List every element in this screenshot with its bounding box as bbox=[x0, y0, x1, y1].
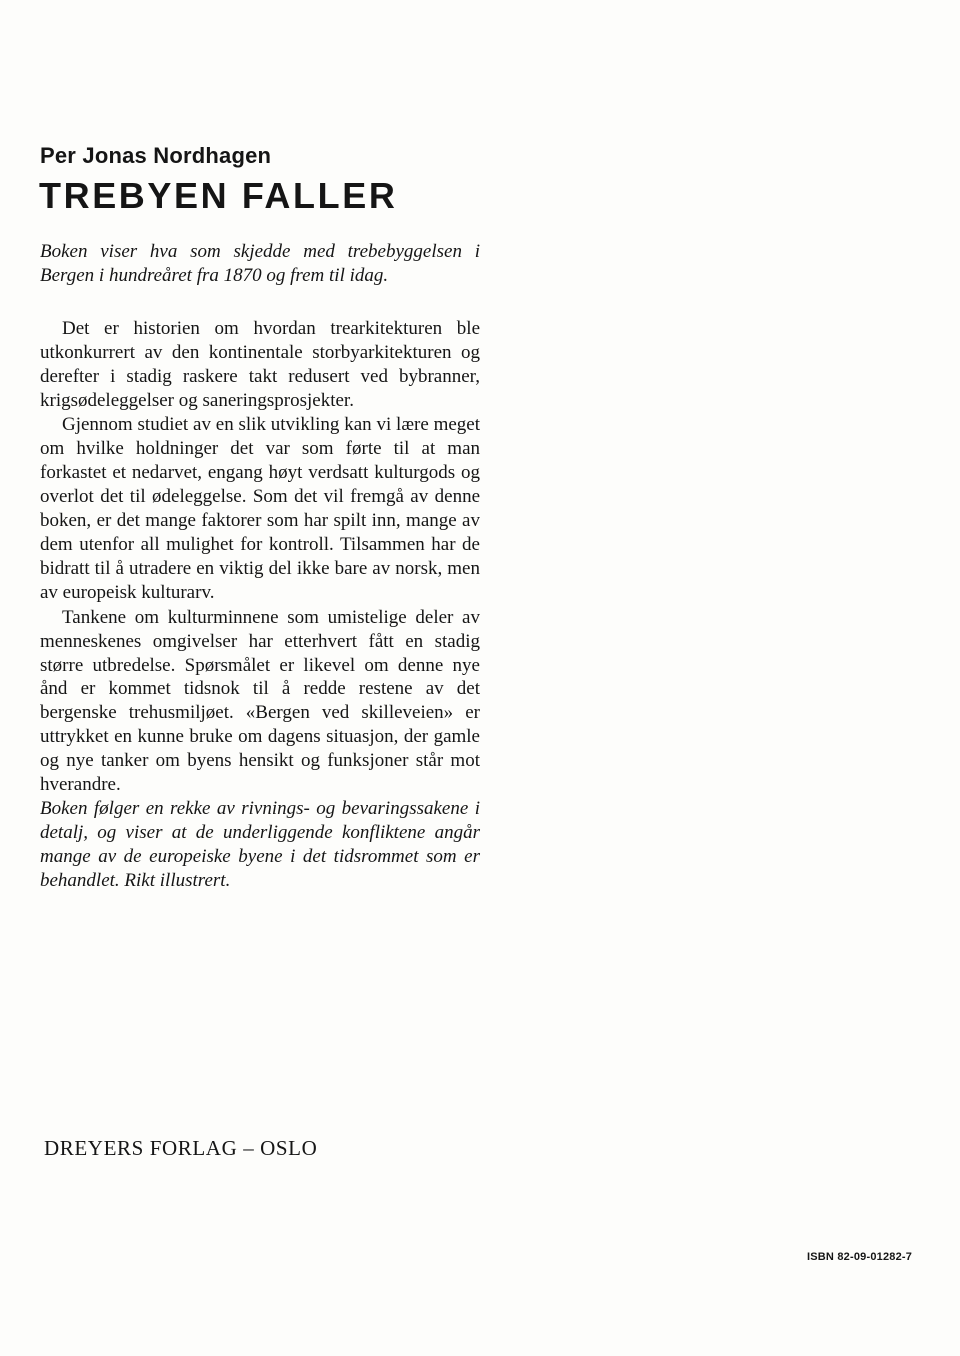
lead-paragraph: Boken viser hva som skjedde med trebebyggelsen i Bergen i hundreåret fra 1870 og frem til idag. bbox=[40, 241, 480, 286]
body-paragraph: Gjennom studiet av en slik utvikling kan vi lære meget om hvilke holdninger det var som førte til at man forkastet et nedarvet, engang høyt verdsatt kulturgods og overlot det til ødeleggelse. Som det vil fremgå av denne boken, er det mange faktorer som har spilt inn, mange av dem utenfor all mulighet for kontroll. Tilsammen har de bidratt til å utradere en viktig del ikke bare av norsk, men av europeisk kulturarv. bbox=[40, 414, 480, 603]
body-paragraph: Det er historien om hvordan trearkitekturen ble utkonkurrert av den kontinentale storbyarkitekturen og derefter i stadig raskere takt redusert ved bybranner, krigsødeleggelser og saneringsprosjekter. bbox=[40, 317, 480, 411]
closing-paragraph: Boken følger en rekke av rivnings- og bevaringssakene i detalj, og viser at de underliggende konfliktene angår mange av de europeiske byene i det tidsrommet som er behandlet. Rikt illustrert. bbox=[40, 797, 480, 891]
author-name: Per Jonas Nordhagen bbox=[40, 143, 272, 168]
isbn-number: ISBN 82-09-01282-7 bbox=[807, 1251, 913, 1263]
blurb bbox=[40, 240, 480, 893]
book-title: TREBYEN FALLER bbox=[39, 175, 398, 216]
publisher-line: DREYERS FORLAG – OSLO bbox=[44, 1136, 318, 1160]
body-paragraph: Tankene om kulturminnene som umistelige deler av menneskenes omgivelser har etterhvert fått en stadig større utbredelse. Spørsmålet er likevel om denne nye ånd er kommet tidsnok til å redde restene av det bergenske trehusmiljøet. «Bergen ved skilleveien» er uttrykket en kunne bruke om dagens situasjon, der gamle og nye tanker om byens hensikt og funksjoner står mot hverandre. bbox=[40, 606, 480, 796]
